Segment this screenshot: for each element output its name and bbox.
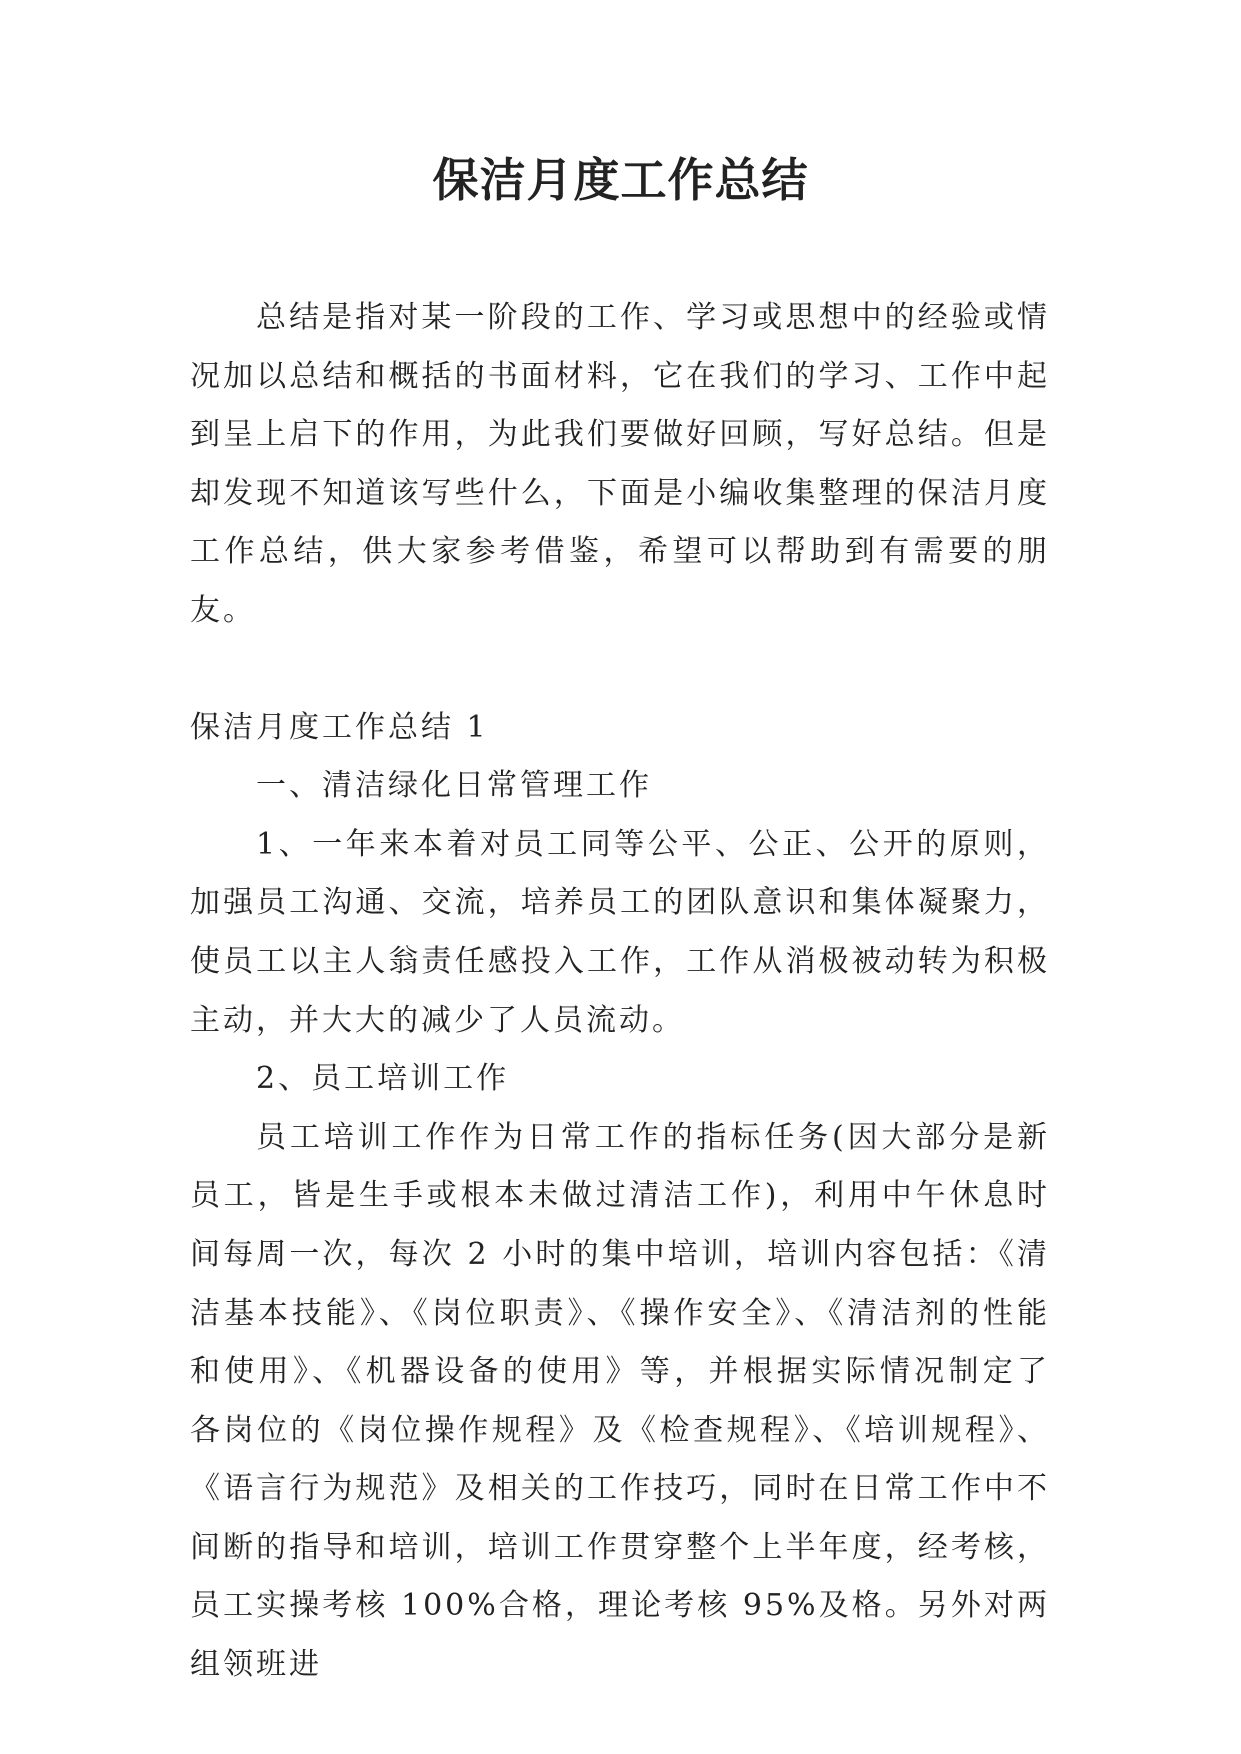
item-2-paragraph: 员工培训工作作为日常工作的指标任务(因大部分是新员工，皆是生手或根本未做过清洁工作)，利用中午休息时间每周一次，每次 2 小时的集中培训，培训内容包括：《清洁基本技能》、《岗位职责》、《操作安全》、《清洁剂的性能和使用》、《机器设备的使用》等，并根据实际情况制定了各岗位的《岗位操作规程》及《检查规程》、《培训规程》、《语言行为规范》及相关的工作技巧，同时在日常工作中不间断的指导和培训，培训工作贯穿整个上半年度，经考核，员工实操考核 100%合格，理论考核 95%及格。另外对两组领班进 [190, 1119, 1050, 1683]
subsection-heading: 一、清洁绿化日常管理工作 [256, 768, 652, 804]
document-body [190, 289, 1050, 1695]
paragraph-spacer [190, 641, 1050, 699]
item-1-paragraph: 1、一年来本着对员工同等公平、公正、公开的原则，加强员工沟通、交流，培养员工的团队意识和集体凝聚力，使员工以主人翁责任感投入工作，工作从消极被动转为积极主动，并大大的减少了人员流动。 [190, 826, 1050, 1038]
intro-paragraph: 总结是指对某一阶段的工作、学习或思想中的经验或情况加以总结和概括的书面材料，它在我们的学习、工作中起到呈上启下的作用，为此我们要做好回顾，写好总结。但是却发现不知道该写些什么，下面是小编收集整理的保洁月度工作总结，供大家参考借鉴，希望可以帮助到有需要的朋友。 [190, 300, 1050, 628]
document-title: 保洁月度工作总结 [432, 153, 809, 207]
section-heading: 保洁月度工作总结 1 [190, 709, 489, 745]
item-2-heading: 2、员工培训工作 [256, 1061, 510, 1097]
